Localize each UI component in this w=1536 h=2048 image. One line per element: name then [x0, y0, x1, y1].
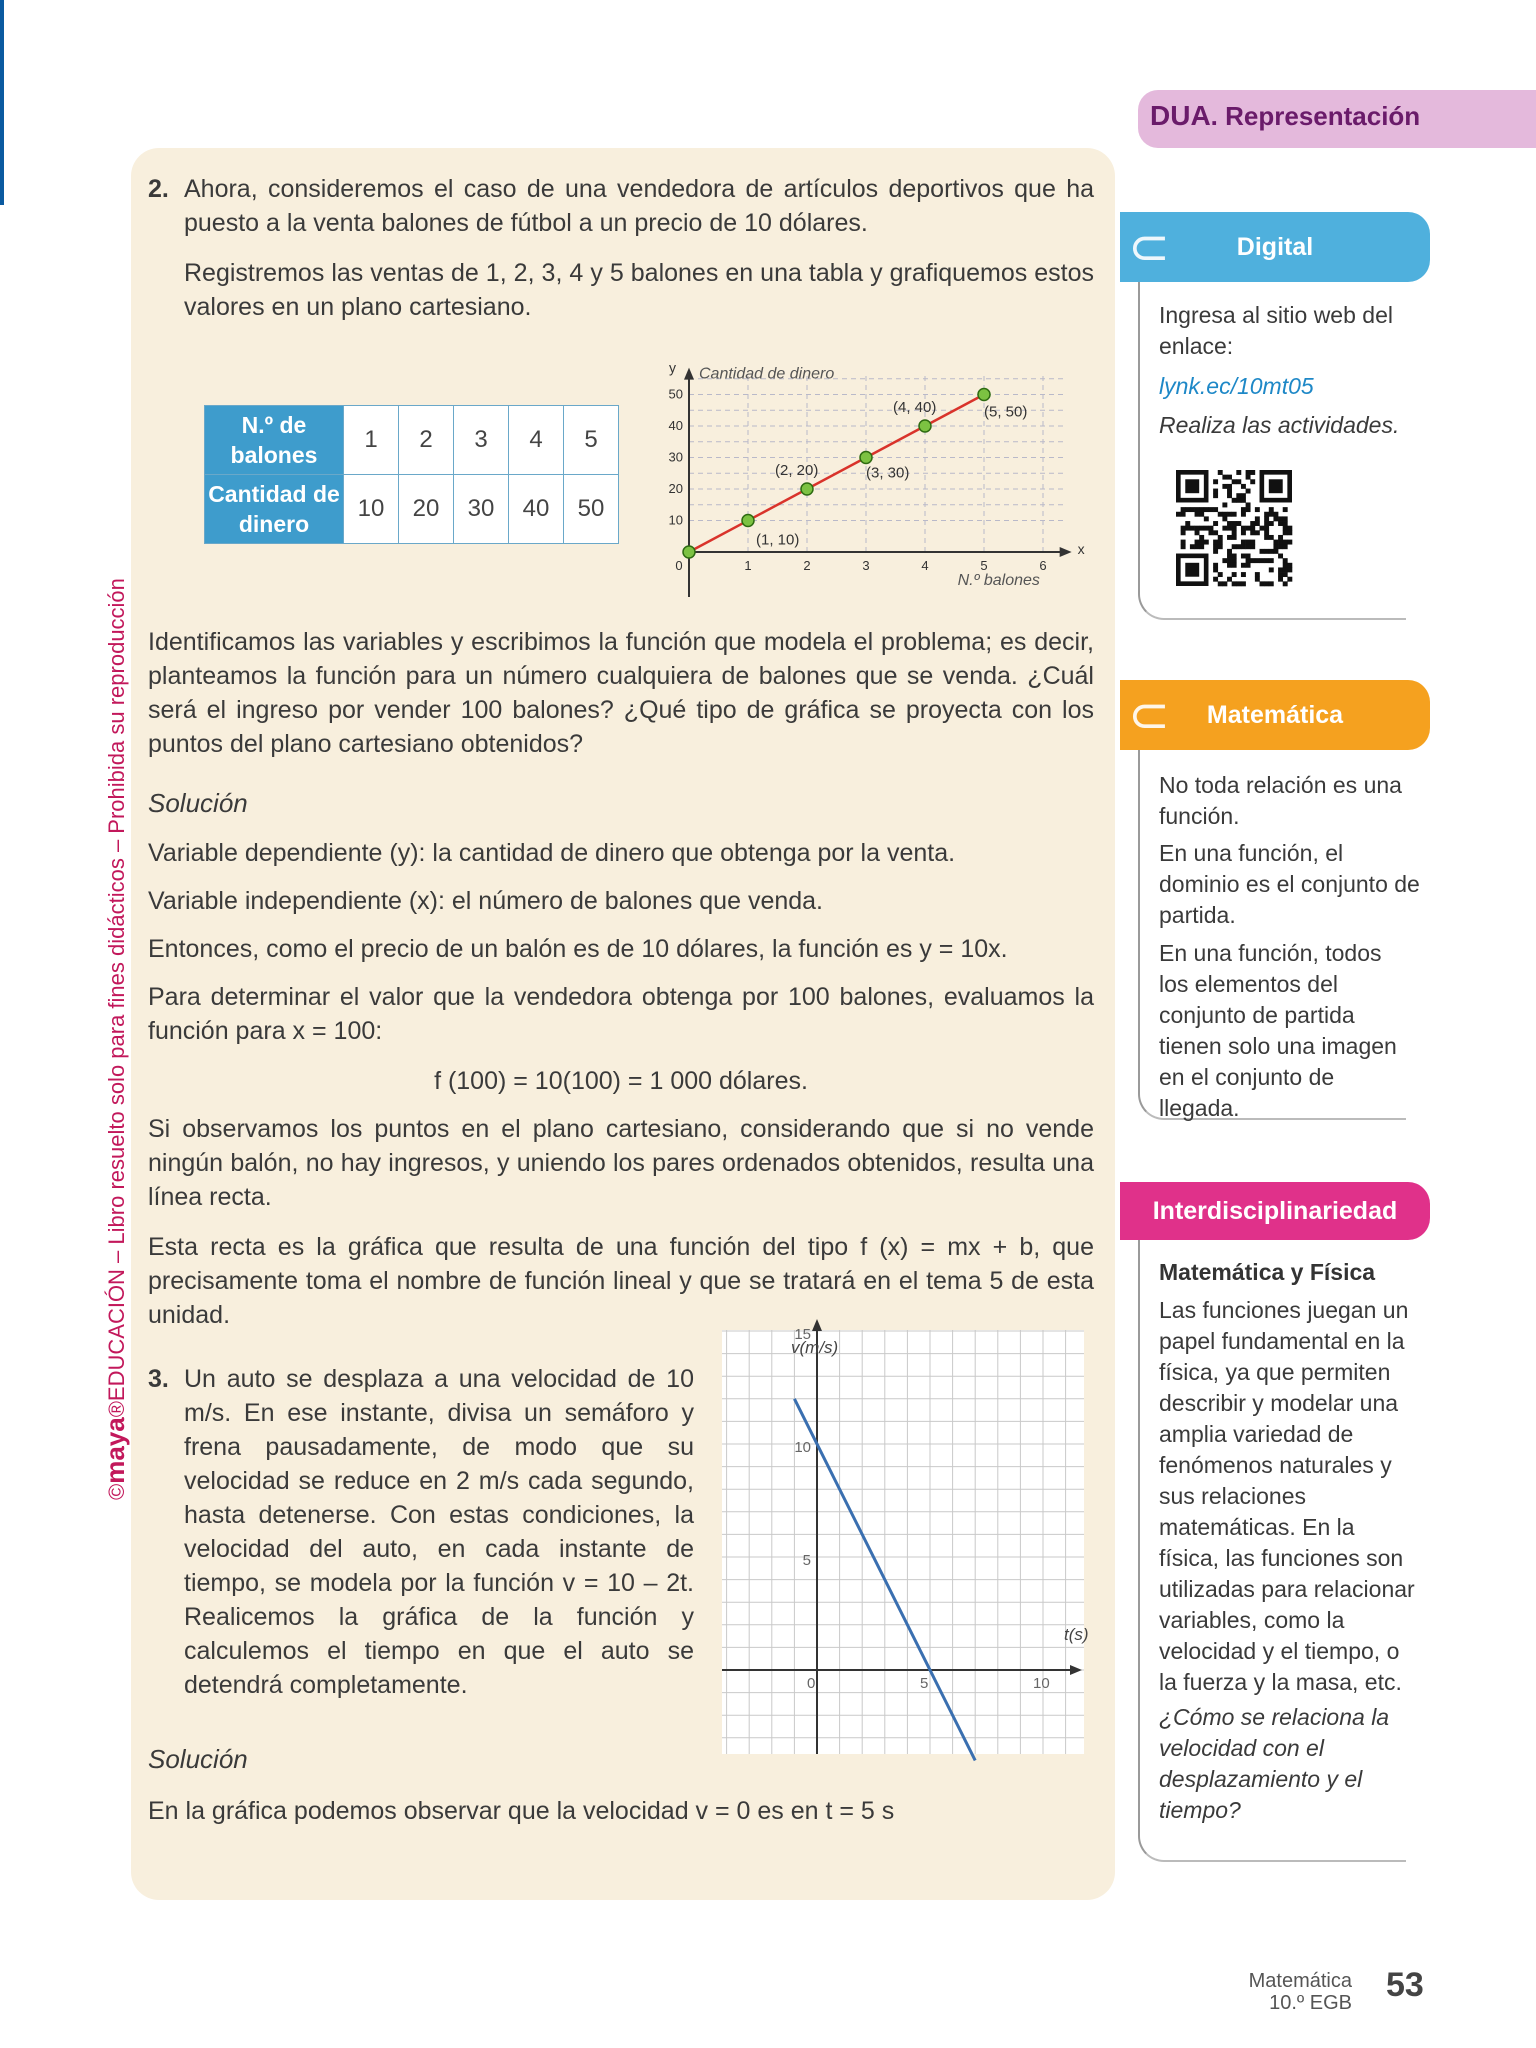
qr-module — [1213, 577, 1218, 582]
qr-module — [1181, 544, 1186, 549]
qr-module — [1264, 526, 1269, 531]
qr-module — [1218, 535, 1223, 540]
table-cell: 1 — [344, 406, 399, 475]
qr-module — [1185, 521, 1190, 526]
qr-module — [1195, 530, 1200, 535]
digital-tab — [1120, 212, 1430, 282]
qr-module — [1283, 521, 1288, 526]
inter-paragraph: Las funciones juegan un papel fundamental en la física, ya que permiten describir y modelar una amplia variedad de fenómenos naturales y sus relaciones matemáticas. En la física, las funciones son utilizadas para relacionar variables, como la velocidad y el tiempo, o la fuerza y la masa, etc. — [1159, 1297, 1415, 1695]
qr-module — [1250, 540, 1255, 545]
qr-module — [1195, 540, 1200, 545]
qr-module — [1181, 530, 1186, 535]
x-axis-title: t(s) — [1064, 1625, 1089, 1644]
problem-2-statement: Ahora, consideremos el caso de una vendedora de artículos deportivos que ha puesto a la venta balones de fútbol a un precio de 10 dólares. — [184, 175, 1094, 237]
qr-module — [1246, 489, 1251, 494]
table-cell: 10 — [344, 475, 399, 544]
inter-tab-label: Interdisciplinariedad — [1152, 1197, 1398, 1225]
qr-module — [1269, 549, 1274, 554]
qr-module — [1227, 484, 1232, 489]
table-row — [205, 406, 619, 475]
table-cell: 4 — [509, 406, 564, 475]
x-tick-label: 6 — [1039, 558, 1047, 573]
qr-module — [1283, 540, 1288, 545]
qr-module — [1227, 475, 1232, 480]
qr-module — [1232, 544, 1237, 549]
qr-module — [1273, 512, 1278, 517]
table-cell: 30 — [454, 475, 509, 544]
observation-paragraph: Si observamos los puntos en el plano cartesiano, considerando que si no vende ningún balón, no hay ingresos, y uniendo los pares ordenados obtenidos, resulta una línea recta. — [148, 1115, 1094, 1211]
qr-module — [1287, 526, 1292, 531]
inter-question: ¿Cómo se relaciona la velocidad con el desplazamiento y el tiempo? — [1159, 1704, 1390, 1823]
qr-module — [1236, 498, 1241, 503]
spine-copyright-text: ©maya®EDUCACIÓN – Libro resuelto solo para fines didácticos – Prohibida su reproducción — [100, 578, 130, 1500]
qr-module — [1273, 516, 1278, 521]
qr-module — [1269, 567, 1274, 572]
qr-module — [1241, 540, 1246, 545]
qr-module — [1236, 493, 1241, 498]
sales-chart — [655, 352, 1085, 602]
table-cell: 40 — [509, 475, 564, 544]
x-tick-label: 1 — [744, 558, 752, 573]
qr-module — [1227, 577, 1232, 582]
qr-module — [1273, 549, 1278, 554]
solution-heading-1: Solución — [148, 788, 248, 818]
qr-module — [1283, 530, 1288, 535]
qr-module — [1246, 475, 1251, 480]
y-tick-label: 10 — [794, 1439, 811, 1456]
qr-module — [1222, 512, 1227, 517]
qr-module — [1278, 567, 1283, 572]
table-row — [205, 475, 619, 544]
solution-heading-2: Solución — [148, 1744, 248, 1774]
qr-module — [1232, 521, 1237, 526]
qr-module — [1283, 581, 1288, 586]
qr-module — [1236, 521, 1241, 526]
y-tick-label: 20 — [668, 481, 683, 496]
qr-module — [1213, 521, 1218, 526]
qr-module — [1273, 544, 1278, 549]
qr-module — [1227, 521, 1232, 526]
qr-module — [1195, 526, 1200, 531]
table-cell: 50 — [564, 475, 619, 544]
qr-module — [1264, 521, 1269, 526]
problem-2-number: 2. — [148, 175, 169, 203]
qr-module — [1241, 493, 1246, 498]
qr-module — [1227, 512, 1232, 517]
qr-module — [1199, 512, 1204, 517]
inter-heading: Matemática y Física — [1159, 1259, 1376, 1285]
qr-module — [1232, 526, 1237, 531]
qr-module — [1199, 535, 1204, 540]
qr-module — [1264, 558, 1269, 563]
qr-module — [1287, 577, 1292, 582]
qr-module — [1232, 572, 1237, 577]
qr-module — [1213, 493, 1218, 498]
qr-module — [1250, 470, 1255, 475]
qr-module — [1246, 544, 1251, 549]
table-header-balones: N.º de balones — [205, 406, 344, 475]
evaluation-formula: f (100) = 10(100) = 1 000 dólares. — [434, 1067, 808, 1095]
qr-module — [1264, 535, 1269, 540]
data-point — [919, 420, 931, 432]
qr-module — [1195, 507, 1200, 512]
matematica-point-2: En una función, el dominio es el conjunto de partida. — [1159, 840, 1420, 928]
qr-module — [1199, 507, 1204, 512]
qr-module — [1213, 540, 1218, 545]
qr-module — [1218, 544, 1223, 549]
qr-finder — [1269, 479, 1283, 493]
qr-module — [1269, 507, 1274, 512]
table-cell: 3 — [454, 406, 509, 475]
qr-module — [1208, 526, 1213, 531]
qr-module — [1218, 581, 1223, 586]
qr-module — [1250, 530, 1255, 535]
qr-module — [1250, 479, 1255, 484]
qr-module — [1278, 577, 1283, 582]
qr-module — [1250, 544, 1255, 549]
qr-module — [1269, 581, 1274, 586]
dua-label: DUA. Representación — [1150, 100, 1421, 131]
x-axis-arrow — [1060, 547, 1072, 557]
y-tick-label: 5 — [802, 1552, 811, 1569]
qr-module — [1278, 516, 1283, 521]
qr-module — [1269, 512, 1274, 517]
qr-module — [1213, 489, 1218, 494]
qr-module — [1283, 567, 1288, 572]
qr-code-icon[interactable] — [1176, 470, 1292, 586]
qr-module — [1250, 521, 1255, 526]
qr-module — [1241, 544, 1246, 549]
matematica-tab-label: Matemática — [1206, 701, 1344, 729]
qr-module — [1260, 526, 1265, 531]
x-tick-label: 4 — [921, 558, 929, 573]
chart-background — [722, 1330, 1084, 1754]
footer-subject — [1200, 1970, 1352, 2014]
series-line — [689, 395, 984, 553]
qr-module — [1213, 479, 1218, 484]
qr-module — [1199, 544, 1204, 549]
table-cell: 20 — [399, 475, 454, 544]
qr-module — [1273, 540, 1278, 545]
qr-module — [1181, 526, 1186, 531]
qr-module — [1232, 558, 1237, 563]
qr-module — [1283, 563, 1288, 568]
qr-module — [1222, 558, 1227, 563]
qr-module — [1213, 530, 1218, 535]
y-tick-label: 50 — [668, 386, 683, 402]
dependent-variable-text: Variable dependiente (y): la cantidad de dinero que obtenga por la venta. — [148, 839, 956, 867]
matematica-tab — [1120, 680, 1430, 750]
qr-module — [1287, 540, 1292, 545]
qr-module — [1227, 535, 1232, 540]
data-point — [742, 515, 754, 527]
evaluation-intro: Para determinar el valor que la vendedora obtenga por 100 balones, evaluamos la función para x = 100: — [148, 983, 1094, 1045]
velocity-chart — [722, 1326, 1089, 1754]
qr-module — [1222, 526, 1227, 531]
qr-module — [1204, 526, 1209, 531]
problem-3-statement: Un auto se desplaza a una velocidad de 10 m/s. En ese instante, divisa un semáforo y frena pausadamente, de modo que su velocidad se reduce en 2 m/s cada segundo, hasta detenerse. Con estas condiciones, la velocidad del auto, en cada instante de tiempo, se modela por la función v = 10 – 2t. Realicemos la gráfica de la función y calculemos el tiempo en que el auto se detendrá completamente. — [184, 1365, 694, 1699]
qr-module — [1232, 563, 1237, 568]
qr-module — [1255, 507, 1260, 512]
x-tick-label: 0 — [807, 1675, 816, 1692]
digital-tab-label: Digital — [1236, 233, 1314, 261]
table-cell: 5 — [564, 406, 619, 475]
qr-module — [1227, 526, 1232, 531]
qr-module — [1185, 526, 1190, 531]
qr-module — [1176, 512, 1181, 517]
point-label: (4, 40) — [893, 399, 937, 416]
interdisciplinariedad-tab — [1120, 1182, 1430, 1240]
qr-module — [1208, 530, 1213, 535]
problem-3-number: 3. — [148, 1365, 169, 1393]
point-label: (2, 20) — [775, 462, 819, 479]
y-tick-label: 30 — [668, 449, 683, 465]
qr-module — [1283, 544, 1288, 549]
qr-module — [1181, 507, 1186, 512]
qr-module — [1181, 512, 1186, 517]
qr-module — [1185, 507, 1190, 512]
qr-module — [1208, 507, 1213, 512]
qr-module — [1195, 544, 1200, 549]
table-header-dinero: Cantidad de dinero — [205, 475, 344, 544]
point-label: (3, 30) — [866, 464, 910, 482]
qr-module — [1283, 516, 1288, 521]
data-point — [860, 452, 872, 464]
qr-module — [1255, 530, 1260, 535]
linear-function-paragraph: Esta recta es la gráfica que resulta de una función del tipo f (x) = mx + b, que precisamente toma el nombre de función lineal y que se tratará en el tema 5 de esta unidad. — [148, 1233, 1094, 1329]
footer-subject-name: Matemática — [1248, 1970, 1352, 1992]
qr-module — [1213, 549, 1218, 554]
qr-module — [1246, 563, 1251, 568]
qr-module — [1222, 502, 1227, 507]
qr-module — [1278, 572, 1283, 577]
qr-module — [1246, 554, 1251, 559]
qr-module — [1250, 558, 1255, 563]
qr-module — [1227, 554, 1232, 559]
matematica-point-1: No toda relación es una función. — [1159, 772, 1402, 829]
qr-module — [1287, 567, 1292, 572]
qr-module — [1278, 535, 1283, 540]
qr-module — [1222, 475, 1227, 480]
x-tick-label: 2 — [803, 558, 811, 573]
qr-module — [1269, 521, 1274, 526]
qr-module — [1213, 563, 1218, 568]
problem-2-instruction: Registremos las ventas de 1, 2, 3, 4 y 5 balones en una tabla y grafiquemos estos valores en un plano cartesiano. — [184, 259, 1094, 321]
matematica-point-3: En una función, todos los elementos del conjunto de partida tienen solo una imagen en el conjunto de llegada. — [1159, 940, 1397, 1121]
qr-module — [1255, 516, 1260, 521]
qr-module — [1283, 507, 1288, 512]
qr-module — [1255, 521, 1260, 526]
qr-module — [1264, 512, 1269, 517]
qr-finder — [1185, 479, 1199, 493]
point-label: (1, 10) — [756, 531, 800, 549]
qr-module — [1246, 507, 1251, 512]
qr-module — [1246, 526, 1251, 531]
qr-module — [1264, 581, 1269, 586]
qr-module — [1218, 512, 1223, 517]
qr-module — [1204, 540, 1209, 545]
x-tick-label: 0 — [675, 558, 683, 573]
qr-module — [1241, 581, 1246, 586]
independent-variable-text: Variable independiente (x): el número de balones que venda. — [148, 887, 823, 915]
qr-module — [1232, 535, 1237, 540]
footer-grade: 10.º EGB — [1269, 1992, 1352, 2014]
qr-module — [1218, 572, 1223, 577]
data-point — [683, 546, 695, 558]
page-number: 53 — [1386, 1966, 1424, 2004]
qr-module — [1283, 526, 1288, 531]
qr-module — [1232, 498, 1237, 503]
qr-module — [1241, 572, 1246, 577]
data-point — [801, 483, 813, 495]
digital-link[interactable]: lynk.ec/10mt05 — [1159, 373, 1314, 399]
qr-module — [1199, 540, 1204, 545]
qr-module — [1250, 526, 1255, 531]
left-edge-stripe — [0, 0, 4, 205]
qr-module — [1190, 544, 1195, 549]
qr-module — [1227, 549, 1232, 554]
qr-module — [1213, 567, 1218, 572]
qr-module — [1232, 530, 1237, 535]
digital-activities-text: Realiza las actividades. — [1159, 412, 1400, 438]
qr-module — [1255, 577, 1260, 582]
qr-module — [1241, 507, 1246, 512]
y-axis-title: v(m/s) — [791, 1338, 839, 1357]
qr-module — [1269, 535, 1274, 540]
qr-module — [1264, 530, 1269, 535]
y-tick-label: 15 — [794, 1326, 811, 1343]
qr-module — [1232, 554, 1237, 559]
qr-module — [1246, 540, 1251, 545]
qr-module — [1227, 558, 1232, 563]
qr-module — [1278, 521, 1283, 526]
qr-module — [1246, 558, 1251, 563]
qr-module — [1227, 489, 1232, 494]
qr-module — [1190, 507, 1195, 512]
qr-module — [1278, 554, 1283, 559]
qr-module — [1236, 581, 1241, 586]
qr-module — [1199, 526, 1204, 531]
qr-module — [1241, 554, 1246, 559]
point-label: (5, 50) — [984, 403, 1028, 421]
qr-module — [1260, 581, 1265, 586]
qr-module — [1218, 540, 1223, 545]
qr-module — [1241, 530, 1246, 535]
y-tick-label: 40 — [668, 418, 683, 433]
y-axis-title: Cantidad de dinero — [699, 365, 835, 383]
qr-module — [1236, 479, 1241, 484]
x-tick-label: 5 — [920, 1675, 929, 1692]
qr-module — [1241, 484, 1246, 489]
x-tick-label: 10 — [1033, 1675, 1050, 1692]
qr-module — [1255, 572, 1260, 577]
qr-module — [1283, 572, 1288, 577]
qr-module — [1195, 512, 1200, 517]
data-point — [978, 389, 990, 401]
qr-module — [1236, 470, 1241, 475]
x-axis-letter: x — [1077, 541, 1085, 557]
qr-module — [1287, 530, 1292, 535]
qr-module — [1241, 512, 1246, 517]
qr-module — [1264, 549, 1269, 554]
values-table — [204, 405, 619, 544]
digital-instruction: Ingresa al sitio web del enlace: — [1159, 302, 1393, 359]
qr-module — [1222, 484, 1227, 489]
table-cell: 2 — [399, 406, 454, 475]
qr-module — [1241, 498, 1246, 503]
qr-module — [1227, 493, 1232, 498]
brand-logo-text: maya — [100, 1417, 130, 1484]
x-tick-label: 5 — [980, 558, 988, 573]
qr-finder — [1185, 563, 1199, 577]
qr-module — [1246, 470, 1251, 475]
function-statement: Entonces, como el precio de un balón es de 10 dólares, la función es y = 10x. — [148, 935, 1008, 963]
qr-module — [1213, 507, 1218, 512]
qr-module — [1227, 563, 1232, 568]
qr-module — [1204, 516, 1209, 521]
qr-module — [1287, 563, 1292, 568]
qr-module — [1264, 516, 1269, 521]
qr-module — [1269, 558, 1274, 563]
curl-icon: ⊂ — [1128, 687, 1170, 743]
qr-module — [1278, 540, 1283, 545]
qr-module — [1241, 526, 1246, 531]
qr-module — [1222, 516, 1227, 521]
qr-module — [1218, 470, 1223, 475]
qr-module — [1260, 549, 1265, 554]
y-tick-label: 10 — [668, 512, 683, 528]
problem-3-answer: En la gráfica podemos observar que la velocidad v = 0 es en t = 5 s — [148, 1797, 895, 1825]
x-tick-label: 3 — [862, 558, 870, 573]
qr-module — [1181, 540, 1186, 545]
x-axis-title: N.º balones — [957, 572, 1040, 589]
y-axis-arrow — [684, 368, 694, 380]
qr-module — [1255, 558, 1260, 563]
qr-module — [1190, 526, 1195, 531]
qr-module — [1283, 558, 1288, 563]
qr-module — [1278, 544, 1283, 549]
paragraph-identify: Identificamos las variables y escribimos la función que modela el problema; es decir, planteamos la función para un número cualquiera de balones que se venda. ¿Cuál será el ingreso por vender 100 balones? ¿Qué tipo de gráfica se proyecta con los puntos del plano cartesiano obtenidos? — [148, 628, 1094, 758]
qr-module — [1232, 479, 1237, 484]
qr-module — [1246, 502, 1251, 507]
y-axis-letter: y — [669, 359, 676, 376]
qr-module — [1260, 558, 1265, 563]
qr-module — [1213, 544, 1218, 549]
qr-module — [1236, 544, 1241, 549]
qr-module — [1232, 512, 1237, 517]
qr-module — [1204, 507, 1209, 512]
curl-icon: ⊂ — [1128, 219, 1170, 275]
qr-module — [1232, 581, 1237, 586]
qr-module — [1222, 581, 1227, 586]
qr-module — [1241, 563, 1246, 568]
